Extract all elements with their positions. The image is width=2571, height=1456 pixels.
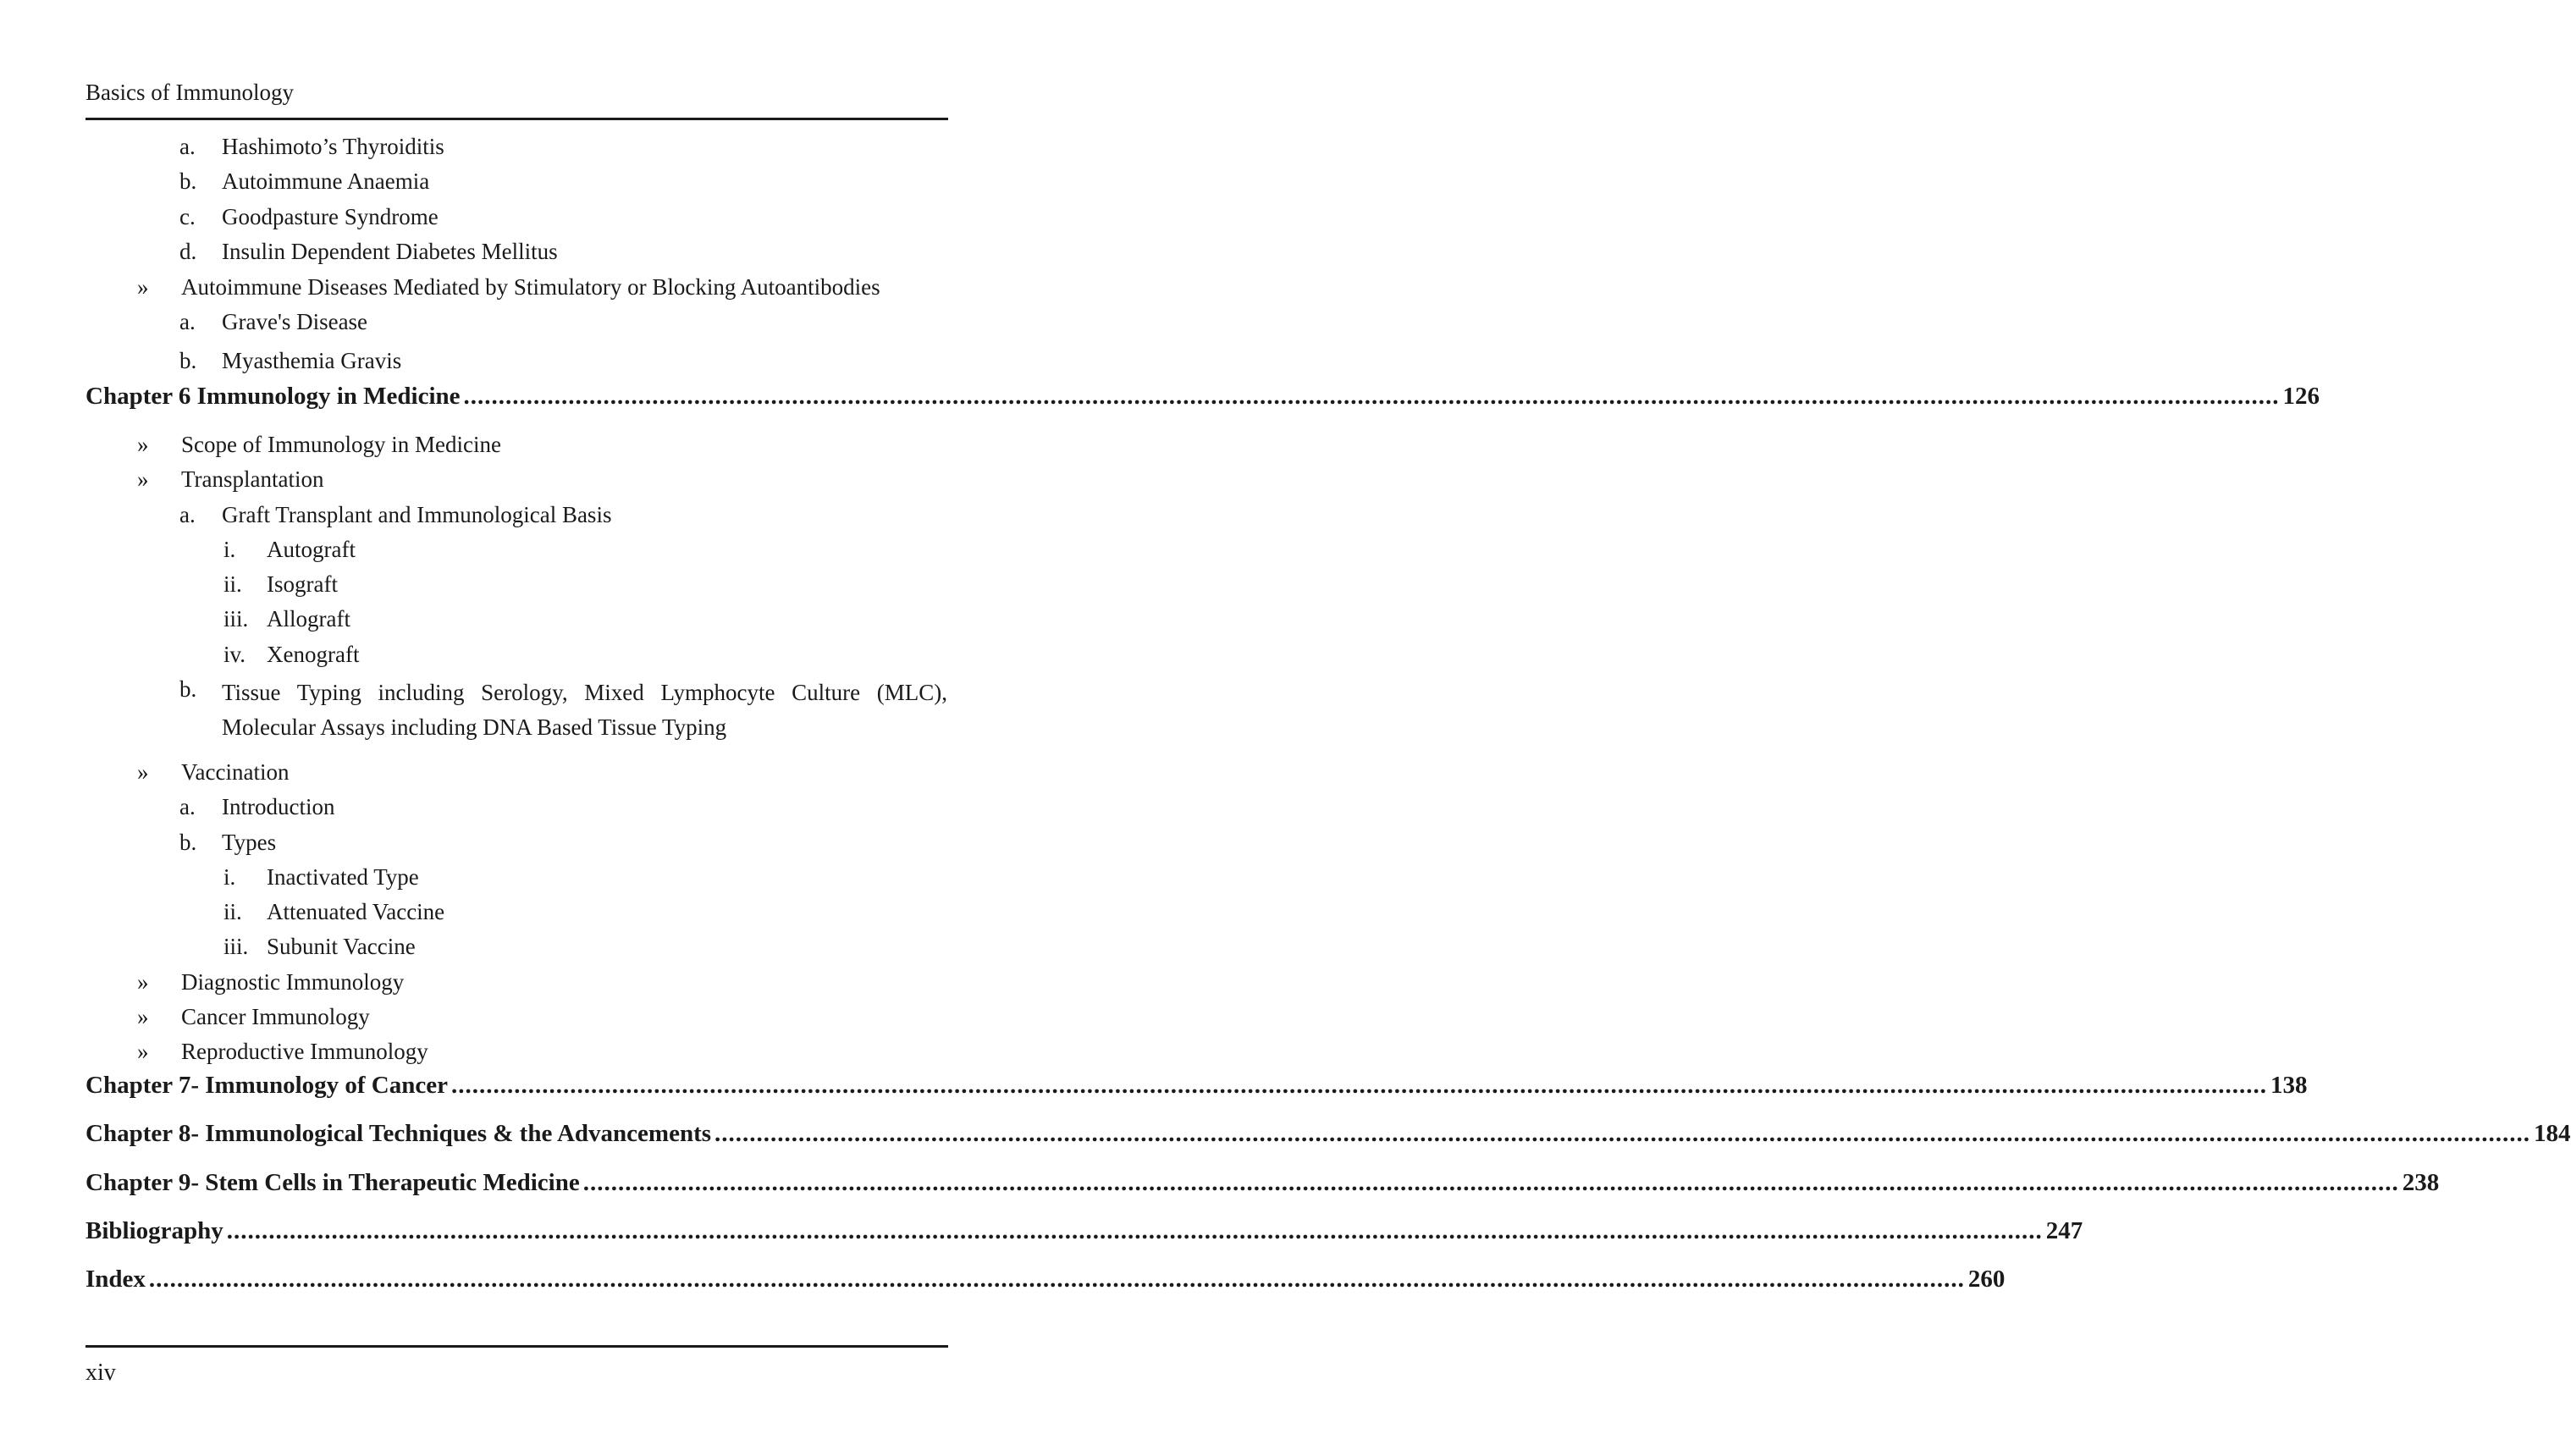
chapter-page-number: 238 [2402, 1169, 2440, 1196]
dot-leader: .................................................................................................................................................................................................................................................................... [148, 1266, 1965, 1293]
chapter-title: Bibliography [86, 1217, 223, 1244]
entry-text: Xenograft [267, 642, 360, 667]
entry-text: Diagnostic Immunology [181, 969, 405, 995]
chapter-title: Chapter 9- Stem Cells in Therapeutic Medicine [86, 1169, 580, 1196]
list-marker: a. [179, 502, 196, 527]
bullet-marker: » [137, 969, 149, 995]
list-marker: b. [179, 348, 197, 373]
list-marker: i. [223, 864, 236, 890]
entry-text: Tissue Typing including Serology, Mixed Lymphocyte Culture (MLC), Molecular Assays including DNA Based Tissue Typing [222, 680, 947, 740]
chapter-title: Chapter 6 Immunology in Medicine [86, 383, 461, 410]
chapter-title: Chapter 7- Immunology of Cancer [86, 1072, 448, 1099]
entry-text: Attenuated Vaccine [267, 899, 445, 924]
dot-leader: .................................................................................................................................................................................................................................................................... [582, 1169, 2399, 1196]
list-marker: a. [179, 134, 196, 159]
bullet-marker: » [137, 1004, 149, 1029]
entry-text: Grave's Disease [222, 309, 368, 334]
list-marker: ii. [223, 571, 242, 597]
entry-text: Allograft [267, 606, 350, 631]
bullet-marker: » [137, 1039, 149, 1064]
bullet-marker: » [137, 274, 149, 300]
entry-text: Types [222, 830, 277, 855]
list-marker: i. [223, 537, 236, 562]
list-marker: iii. [223, 934, 249, 959]
entry-text: Hashimoto’s Thyroiditis [222, 134, 444, 159]
list-marker: iv. [223, 642, 246, 667]
toc-chapter-entry [86, 382, 2320, 411]
toc-chapter-entry [86, 1119, 2571, 1148]
entry-text: Cancer Immunology [181, 1004, 370, 1029]
list-marker: a. [179, 794, 196, 819]
entry-text: Insulin Dependent Diabetes Mellitus [222, 239, 558, 264]
entry-text: Myasthemia Gravis [222, 348, 402, 373]
toc-chapter-entry [86, 1071, 2308, 1100]
toc-chapter-entry [86, 1216, 2083, 1245]
list-marker: ii. [223, 899, 242, 924]
entry-text: Autograft [267, 537, 356, 562]
entry-text: Graft Transplant and Immunological Basis [222, 502, 612, 527]
chapter-page-number: 247 [2045, 1217, 2083, 1244]
entry-text: Subunit Vaccine [267, 934, 416, 959]
dot-leader: .................................................................................................................................................................................................................................................................... [226, 1217, 2043, 1244]
chapter-title: Index [86, 1266, 146, 1293]
entry-text: Autoimmune Diseases Mediated by Stimulatory or Blocking Autoantibodies [181, 274, 880, 300]
entry-text: Reproductive Immunology [181, 1039, 428, 1064]
bullet-marker: » [137, 432, 149, 457]
dot-leader: .................................................................................................................................................................................................................................................................... [714, 1120, 2531, 1147]
entry-text: Introduction [222, 794, 335, 819]
chapter-page-number: 138 [2270, 1072, 2308, 1099]
chapter-page-number: 184 [2534, 1120, 2571, 1147]
toc-chapter-entry [86, 1265, 2005, 1293]
dot-leader: .................................................................................................................................................................................................................................................................... [463, 383, 2280, 410]
entry-text: Inactivated Type [267, 864, 419, 890]
list-marker: b. [179, 676, 197, 702]
entry-text: Vaccination [181, 759, 290, 785]
bullet-marker: » [137, 759, 149, 785]
list-marker: a. [179, 309, 196, 334]
entry-text: Transplantation [181, 466, 324, 492]
toc-chapter-entry [86, 1168, 2440, 1197]
chapter-title: Chapter 8- Immunological Techniques & the Advancements [86, 1120, 712, 1147]
list-marker: c. [179, 204, 196, 229]
entry-text: Goodpasture Syndrome [222, 204, 439, 229]
list-marker: b. [179, 830, 197, 855]
entry-text: Scope of Immunology in Medicine [181, 432, 501, 457]
chapter-page-number: 260 [1967, 1266, 2005, 1293]
list-marker: d. [179, 239, 197, 264]
entry-text: Isograft [267, 571, 338, 597]
entry-text: Autoimmune Anaemia [222, 168, 430, 194]
list-marker: b. [179, 168, 197, 194]
footer-rule [86, 1345, 948, 1348]
bullet-marker: » [137, 466, 149, 492]
running-header: Basics of Immunology [86, 80, 294, 105]
dot-leader: .................................................................................................................................................................................................................................................................... [451, 1072, 2267, 1099]
list-marker: iii. [223, 606, 249, 631]
page-number: xiv [86, 1359, 116, 1386]
chapter-page-number: 126 [2282, 383, 2320, 410]
